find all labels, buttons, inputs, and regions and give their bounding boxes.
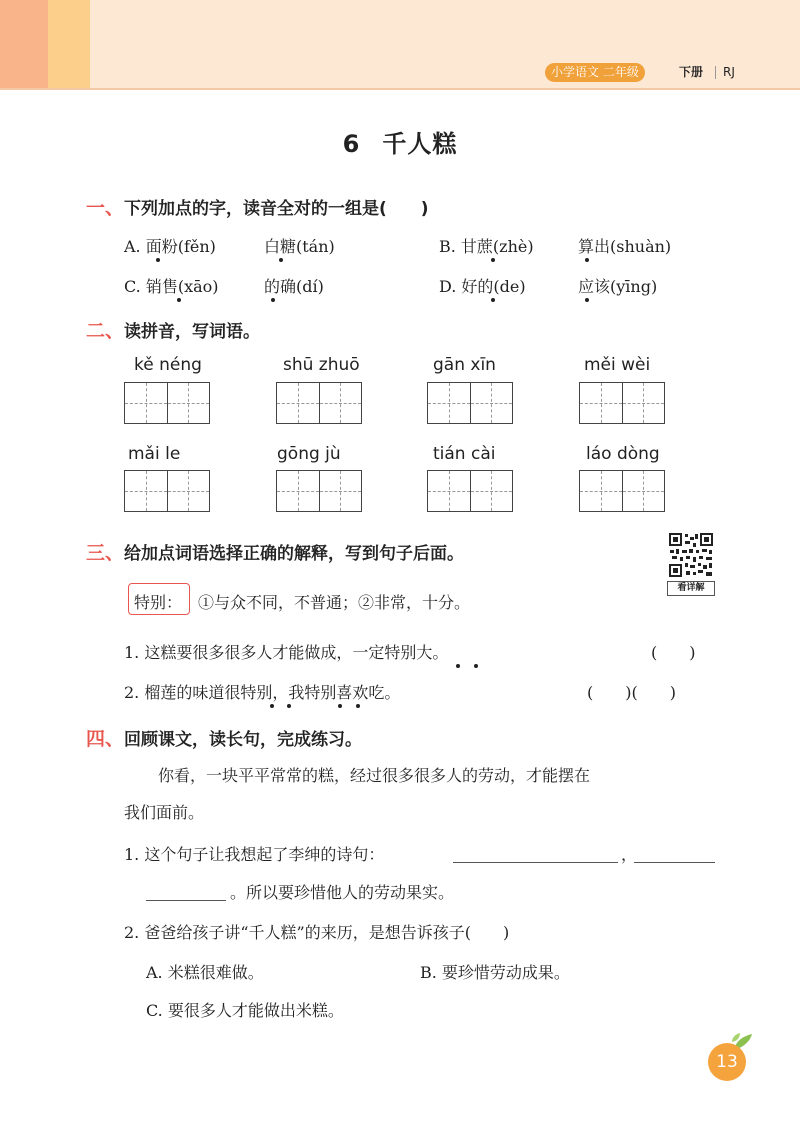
option-b-word-2: 算出(shuàn)	[578, 237, 672, 256]
passage-line: 你看，一块平平常常的糕，经过很多很多人的劳动，才能摆在	[158, 766, 591, 785]
emphasis-dot	[279, 258, 283, 262]
writing-grid[interactable]	[427, 382, 513, 424]
emphasis-dot	[456, 664, 460, 668]
sentence-question-1: 1. 这糕要很多很多人才能做成，一定特别大。	[124, 643, 449, 662]
emphasis-dot	[177, 298, 181, 302]
pinyin-prompt: tián cài	[433, 444, 496, 464]
pinyin-prompt: gōng jù	[277, 444, 341, 464]
qr-code[interactable]	[668, 532, 714, 578]
passage-line: 我们面前。	[124, 803, 205, 822]
choice-option-c: C. 要很多人才能做出米糕。	[146, 1001, 344, 1020]
subject-badge: 小学语文 二年级	[545, 63, 645, 82]
section-instruction: 给加点词语选择正确的解释，写到句子后面。	[124, 544, 465, 564]
fill-question-1: 1. 这个句子让我想起了李绅的诗句：	[124, 845, 385, 864]
option-a-word-1: A. 面粉(fěn)	[124, 237, 216, 256]
emphasis-dot	[156, 258, 160, 262]
choice-question-2: 2. 爸爸给孩子讲“千人糕”的来历，是想告诉孩子( )	[124, 923, 510, 942]
writing-grid[interactable]	[124, 470, 210, 512]
header-stripe-decoration	[48, 0, 90, 90]
volume-label: 下册	[679, 65, 704, 79]
emphasis-dot	[356, 704, 360, 708]
emphasis-dot	[585, 258, 589, 262]
section-number: 四、	[86, 728, 125, 750]
term-label: 特别：	[134, 593, 183, 612]
emphasis-dot	[491, 298, 495, 302]
option-a-word-2: 白糖(tán)	[264, 237, 335, 256]
qr-label: 看详解	[667, 581, 715, 596]
pinyin-prompt: gān xīn	[433, 355, 496, 375]
section-2-header	[86, 316, 260, 343]
emphasis-dot	[474, 664, 478, 668]
header-stripe-decoration	[0, 0, 48, 90]
section-number: 二、	[86, 320, 125, 342]
option-c-word-2: 的确(dí)	[264, 277, 324, 296]
comma: ，	[621, 845, 638, 864]
emphasis-dot	[287, 704, 291, 708]
fill-question-1-end: 。所以要珍惜他人的劳动果实。	[230, 883, 455, 902]
section-instruction: 读拼音，写词语。	[124, 322, 261, 342]
pinyin-prompt: láo dòng	[586, 444, 660, 464]
writing-grid[interactable]	[579, 470, 665, 512]
option-b-word-1: B. 甘蔗(zhè)	[439, 237, 534, 256]
writing-grid[interactable]	[579, 382, 665, 424]
answer-paren[interactable]: ( )( )	[587, 683, 676, 702]
pinyin-prompt: měi wèi	[584, 355, 651, 375]
section-3-header	[86, 538, 464, 565]
emphasis-dot	[338, 704, 342, 708]
section-number: 三、	[86, 542, 125, 564]
choice-option-b: B. 要珍惜劳动成果。	[420, 963, 570, 982]
choice-option-a: A. 米糕很难做。	[146, 963, 264, 982]
lesson-title	[0, 124, 800, 159]
option-d-word-2: 应该(yīng)	[578, 277, 658, 296]
section-1-header	[86, 193, 429, 220]
edition-label: RJ	[723, 65, 735, 79]
answer-blank[interactable]	[453, 842, 618, 863]
pinyin-prompt: mǎi le	[128, 444, 181, 464]
writing-grid[interactable]	[276, 382, 362, 424]
writing-grid[interactable]	[276, 470, 362, 512]
lesson-name: 千人糕	[382, 130, 458, 158]
emphasis-dot	[270, 704, 274, 708]
emphasis-dot	[585, 298, 589, 302]
lesson-number: 6	[342, 130, 361, 158]
header-separator	[715, 66, 716, 79]
answer-blank[interactable]	[146, 880, 226, 901]
section-4-header	[86, 724, 362, 751]
answer-paren[interactable]: ( )	[651, 643, 696, 662]
writing-grid[interactable]	[427, 470, 513, 512]
emphasis-dot	[491, 258, 495, 262]
pinyin-prompt: kě néng	[134, 355, 202, 375]
section-number: 一、	[86, 197, 125, 219]
answer-blank[interactable]	[634, 842, 715, 863]
header-divider	[0, 88, 800, 90]
emphasis-dot	[271, 298, 275, 302]
sentence-question-2: 2. 榴莲的味道很特别，我特别喜欢吃。	[124, 683, 401, 702]
section-instruction: 下列加点的字，读音全对的一组是( )	[124, 199, 429, 219]
option-d-word-1: D. 好的(de)	[439, 277, 526, 296]
pinyin-prompt: shū zhuō	[283, 355, 360, 375]
option-c-word-1: C. 销售(xāo)	[124, 277, 219, 296]
term-definitions: ①与众不同，不普通；②非常，十分。	[198, 593, 471, 612]
page-number: 13	[708, 1043, 746, 1081]
section-instruction: 回顾课文，读长句，完成练习。	[124, 730, 363, 750]
writing-grid[interactable]	[124, 382, 210, 424]
